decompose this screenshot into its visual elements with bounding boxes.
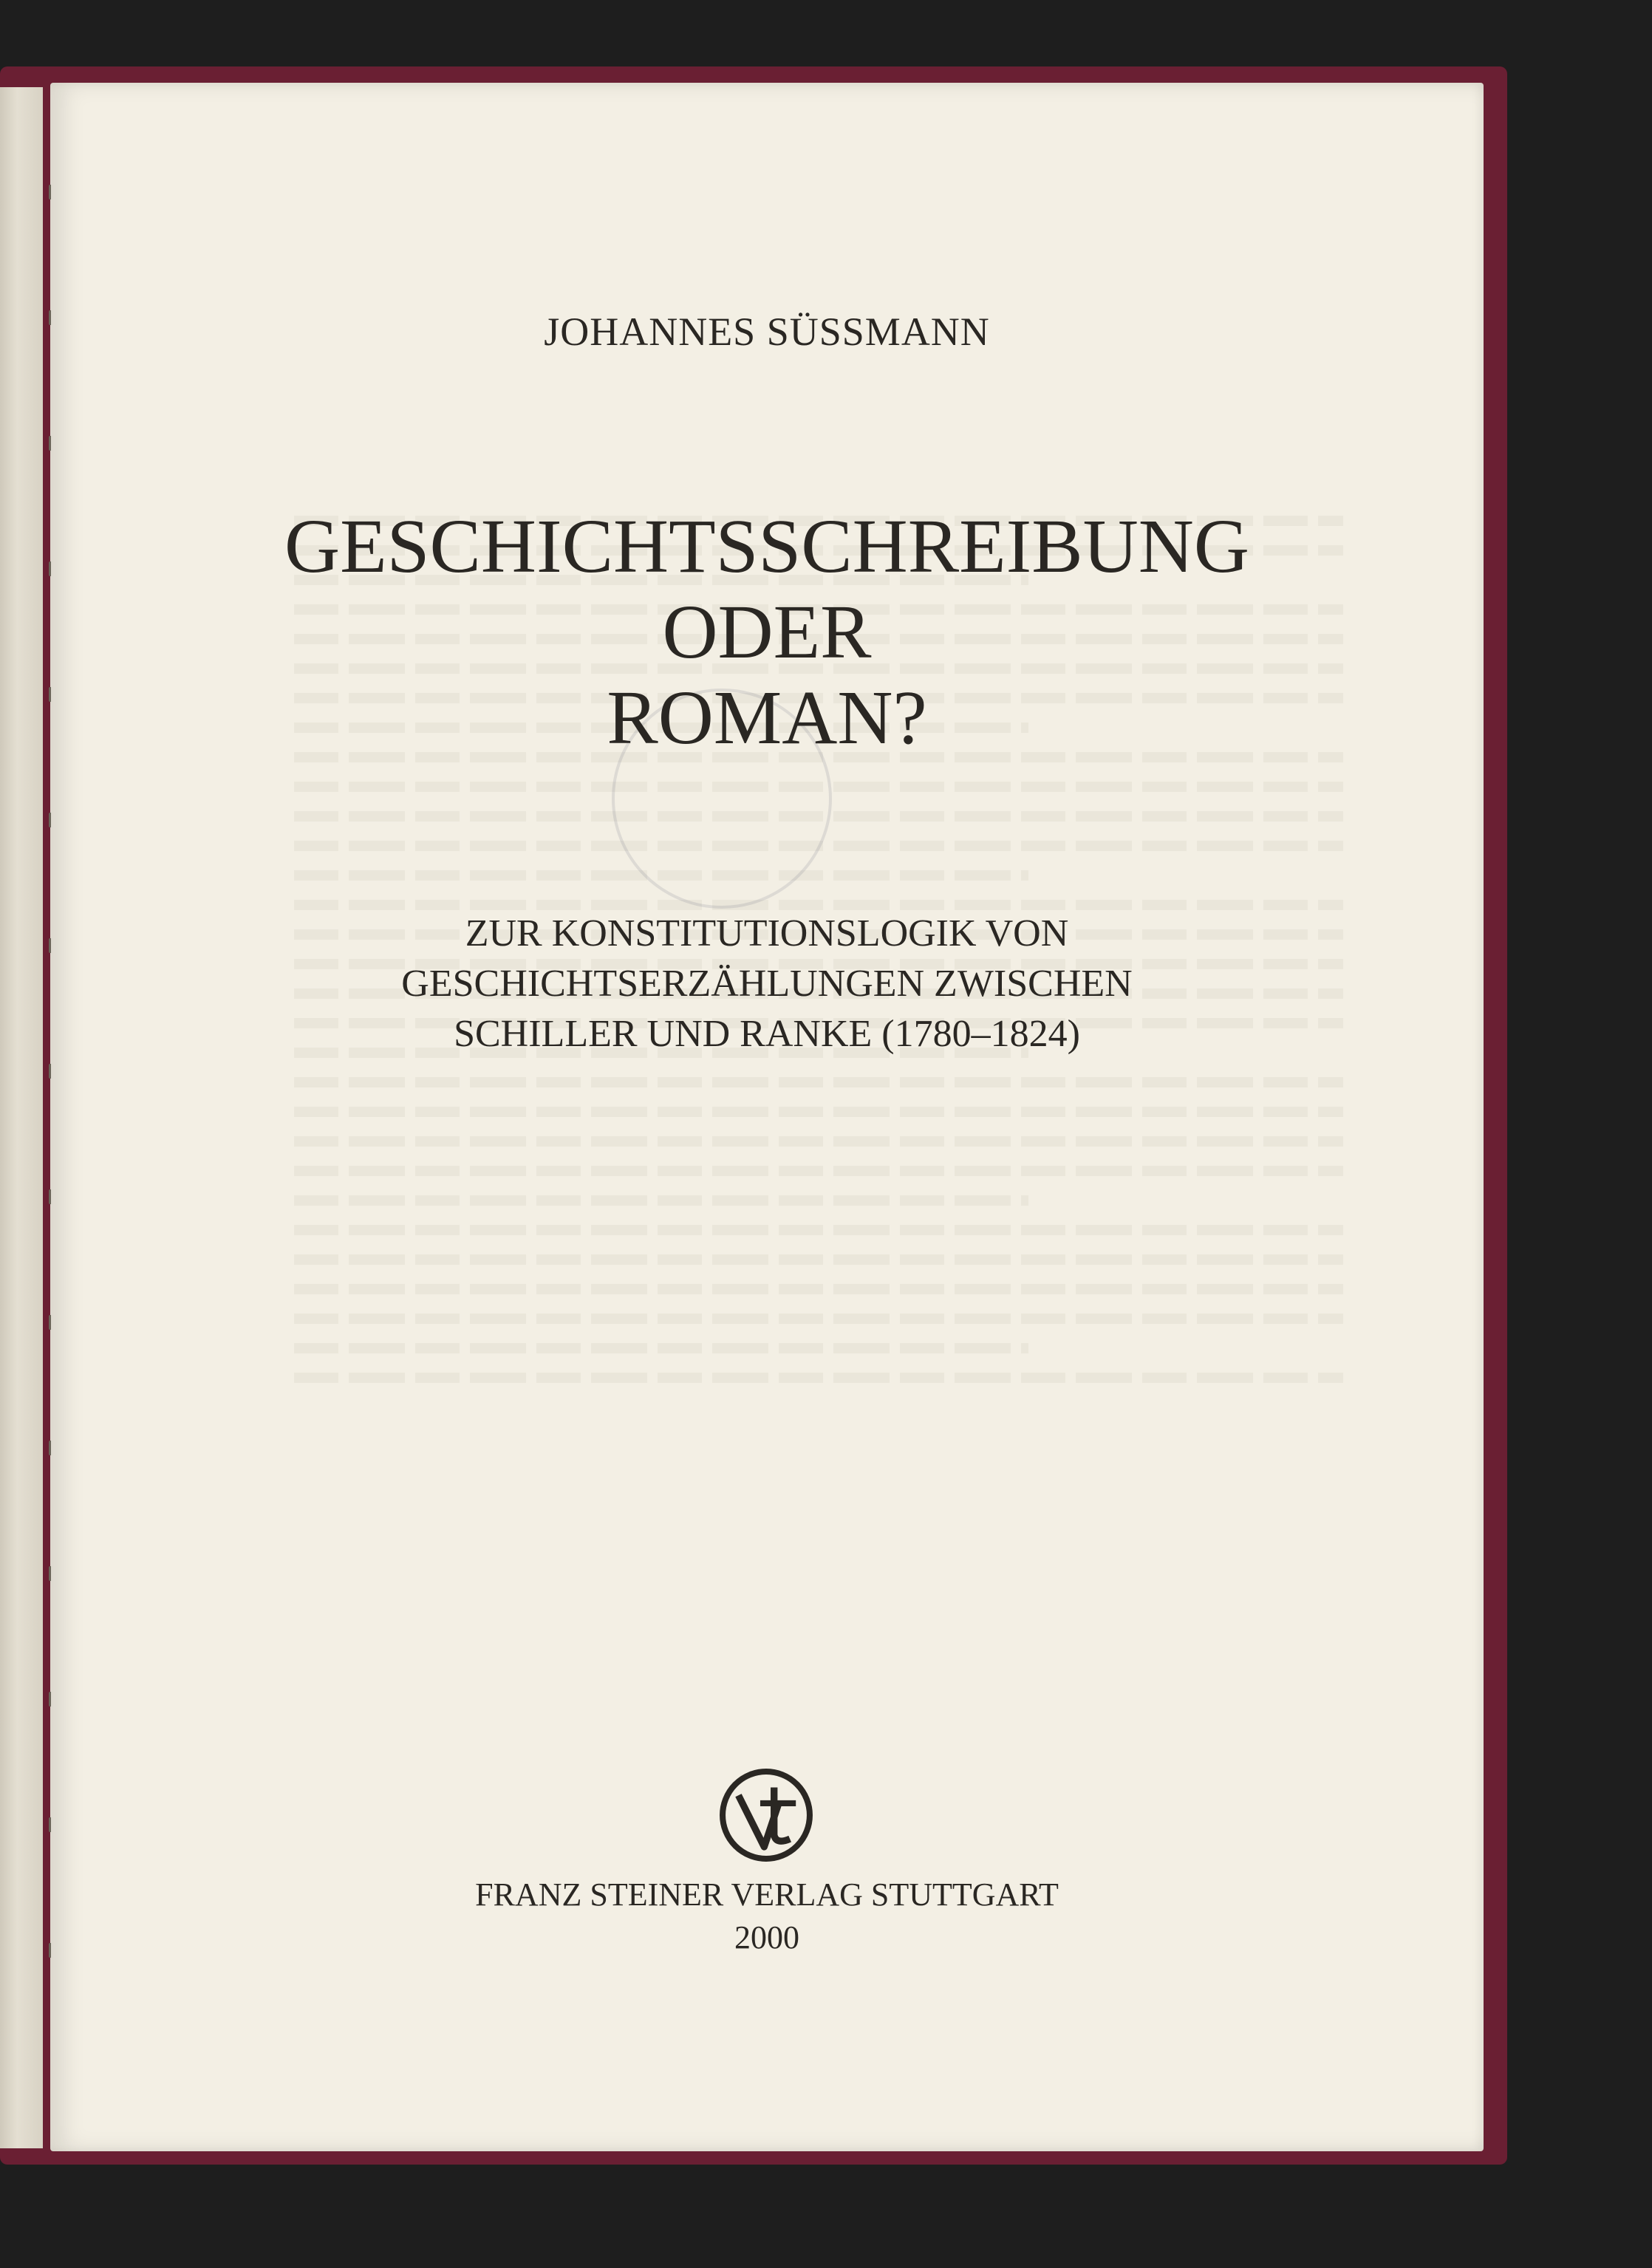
publication-year: 2000 <box>734 1919 799 1956</box>
binding-stitch <box>49 1692 58 1707</box>
facing-page-gutter <box>0 87 43 2148</box>
author-name: JOHANNES SÜSSMANN <box>544 310 990 354</box>
subtitle-line: SCHILLER UND RANKE (1780–1824) <box>454 1013 1080 1055</box>
publisher-logo-icon <box>717 1766 816 1865</box>
binding-stitch <box>49 561 58 576</box>
binding-stitch <box>49 310 58 325</box>
title-line: GESCHICHTSSCHREIBUNG <box>284 504 1249 589</box>
binding-stitch <box>49 185 58 199</box>
title-line: ODER <box>662 590 872 674</box>
book-title <box>50 504 1484 761</box>
binding-stitch <box>49 1441 58 1455</box>
binding-stitch <box>49 687 58 702</box>
title-line: ROMAN? <box>607 675 927 760</box>
binding-stitch <box>49 1817 58 1832</box>
binding-stitch <box>49 436 58 451</box>
title-page <box>50 83 1484 2151</box>
publisher-name: FRANZ STEINER VERLAG STUTTGART <box>475 1876 1059 1913</box>
book-subtitle <box>50 909 1484 1059</box>
binding-stitch <box>49 1189 58 1204</box>
binding-stitch <box>49 813 58 827</box>
binding-stitch <box>49 1315 58 1330</box>
binding-stitch <box>49 938 58 953</box>
binding-stitch <box>49 1943 58 1958</box>
subtitle-line: GESCHICHTSERZÄHLUNGEN ZWISCHEN <box>401 963 1133 1005</box>
binding-stitch <box>49 1566 58 1581</box>
subtitle-line: ZUR KONSTITUTIONSLOGIK VON <box>465 912 1069 954</box>
binding-stitch <box>49 1064 58 1079</box>
